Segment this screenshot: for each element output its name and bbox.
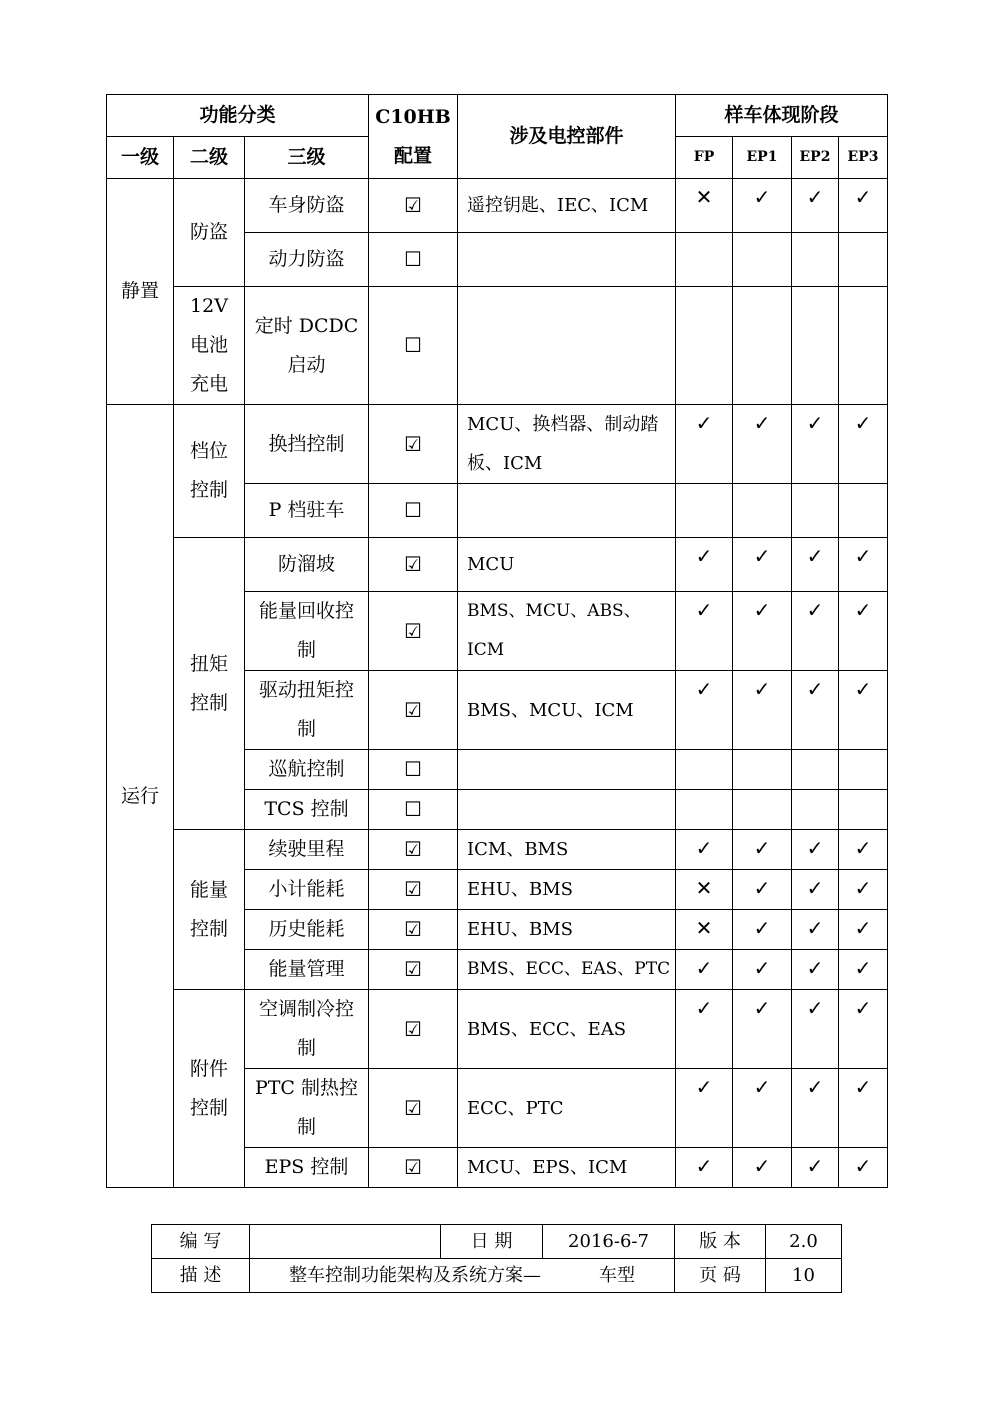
- level2-battery-line2: 电池: [189, 334, 228, 356]
- stage-ep2-mark: [792, 484, 839, 538]
- level3-line2: 制: [296, 639, 316, 661]
- stage-fp-mark: ✓: [676, 1069, 733, 1148]
- stage-ep3-mark: ✓: [839, 1148, 888, 1188]
- table-row: [107, 179, 888, 233]
- version-label: 版 本: [675, 1225, 766, 1259]
- config-checkbox: ☑: [369, 870, 458, 910]
- level3-line1: 能量回收控: [258, 600, 354, 622]
- stage-ep2-mark: [792, 750, 839, 790]
- config-checkbox: ☑: [369, 592, 458, 671]
- level3-cell: [245, 592, 369, 671]
- level2-accessory-control: [174, 990, 245, 1188]
- level3-cell: P 档驻车: [245, 484, 369, 538]
- level3-cell: [245, 990, 369, 1069]
- description-value: [250, 1259, 675, 1293]
- config-checkbox: ☑: [369, 950, 458, 990]
- components-cell: BMS、ECC、EAS: [458, 990, 676, 1069]
- stage-ep1-mark: ✓: [733, 179, 792, 233]
- level3-line2: 制: [296, 718, 316, 740]
- stage-ep2-mark: ✓: [792, 950, 839, 990]
- stage-ep1-mark: ✓: [733, 592, 792, 671]
- stages-header: 样车体现阶段: [676, 95, 888, 137]
- level3-line2: 制: [296, 1037, 316, 1059]
- function-category-header: 功能分类: [107, 95, 369, 137]
- table-row: [107, 830, 888, 870]
- stage-fp-mark: ✓: [676, 405, 733, 484]
- components-cell: EHU、BMS: [458, 910, 676, 950]
- stage-ep3-mark: ✓: [839, 405, 888, 484]
- components-cell: [458, 233, 676, 287]
- level2-battery-line1: 12V: [190, 295, 228, 317]
- components-cell: [458, 484, 676, 538]
- stage-ep1-mark: ✓: [733, 671, 792, 750]
- config-checkbox: ☑: [369, 405, 458, 484]
- level3-line1: PTC 制热控: [254, 1077, 359, 1099]
- page-value: 10: [766, 1259, 842, 1293]
- stage-ep2-mark: [792, 287, 839, 405]
- level2-antitheft: 防盗: [174, 179, 245, 287]
- level3-cell: 能量管理: [245, 950, 369, 990]
- level3-cell: 续驶里程: [245, 830, 369, 870]
- level2-torque-line2: 控制: [189, 691, 228, 714]
- stage-ep3-mark: ✓: [839, 830, 888, 870]
- config-checkbox: ☐: [369, 750, 458, 790]
- level1-static: 静置: [107, 179, 174, 405]
- level3-cell: [245, 287, 369, 405]
- level2-gear-line2: 控制: [189, 479, 228, 501]
- level3-cell: 车身防盗: [245, 179, 369, 233]
- stage-ep3-mark: [839, 484, 888, 538]
- author-value: [250, 1225, 441, 1259]
- stage-ep1-mark: ✓: [733, 405, 792, 484]
- stage-ep3-mark: [839, 233, 888, 287]
- config-checkbox: ☑: [369, 1069, 458, 1148]
- author-label: 编 写: [152, 1225, 250, 1259]
- stage-ep1-mark: ✓: [733, 1069, 792, 1148]
- level2-energy-line1: 能量: [189, 878, 228, 901]
- level2-torque-line1: 扭矩: [189, 652, 228, 675]
- level3-cell: 小计能耗: [245, 870, 369, 910]
- level2-gear-control: [174, 405, 245, 538]
- stage-fp-mark: [676, 750, 733, 790]
- stage-ep3-mark: [839, 790, 888, 830]
- components-cell: [458, 750, 676, 790]
- config-checkbox: ☑: [369, 179, 458, 233]
- stage-ep2-mark: ✓: [792, 538, 839, 592]
- components-cell: 遥控钥匙、IEC、ICM: [458, 179, 676, 233]
- components-cell: [458, 405, 676, 484]
- components-cell: BMS、MCU、ICM: [458, 671, 676, 750]
- date-label: 日 期: [441, 1225, 543, 1259]
- level3-line2: 启动: [287, 353, 326, 376]
- stage-fp-mark: ✓: [676, 990, 733, 1069]
- stage-ep1-mark: ✓: [733, 870, 792, 910]
- level3-line1: 驱动扭矩控: [258, 679, 354, 701]
- model-label: 车型: [599, 1265, 635, 1286]
- stage-ep1-header: EP1: [733, 137, 792, 179]
- level3-line1: 空调制冷控: [258, 998, 354, 1020]
- function-table: [106, 94, 888, 1188]
- components-cell: BMS、ECC、EAS、PTC: [458, 950, 676, 990]
- stage-fp-mark: ✓: [676, 830, 733, 870]
- stage-ep3-mark: [839, 287, 888, 405]
- stage-fp-header: FP: [676, 137, 733, 179]
- description-text: 整车控制功能架构及系统方案—: [289, 1265, 541, 1286]
- config-checkbox: ☐: [369, 790, 458, 830]
- stage-ep1-mark: ✓: [733, 950, 792, 990]
- stage-fp-mark: [676, 233, 733, 287]
- config-checkbox: ☐: [369, 484, 458, 538]
- config-checkbox: ☑: [369, 538, 458, 592]
- stage-ep3-mark: ✓: [839, 910, 888, 950]
- stage-ep2-mark: ✓: [792, 910, 839, 950]
- stage-ep2-mark: ✓: [792, 592, 839, 671]
- stage-ep2-mark: ✓: [792, 830, 839, 870]
- stage-ep2-mark: ✓: [792, 671, 839, 750]
- level2-header: 二级: [174, 137, 245, 179]
- config-checkbox: ☑: [369, 1148, 458, 1188]
- stage-fp-mark: [676, 790, 733, 830]
- stage-ep1-mark: [733, 287, 792, 405]
- level2-battery-line3: 充电: [189, 373, 228, 395]
- components-cell: MCU、EPS、ICM: [458, 1148, 676, 1188]
- stage-ep1-mark: [733, 790, 792, 830]
- components-cell: EHU、BMS: [458, 870, 676, 910]
- level2-energy-line2: 控制: [189, 917, 228, 940]
- stage-ep2-mark: [792, 233, 839, 287]
- components-line1: MCU、换档器、制动踏: [467, 414, 659, 435]
- components-cell: [458, 287, 676, 405]
- level3-cell: EPS 控制: [245, 1148, 369, 1188]
- level2-accessory-line1: 附件: [189, 1057, 228, 1080]
- level3-line2: 制: [296, 1116, 316, 1138]
- level2-gear-line1: 档位: [189, 440, 228, 462]
- stage-fp-mark: [676, 484, 733, 538]
- config-header: [369, 95, 458, 179]
- stage-ep3-mark: ✓: [839, 592, 888, 671]
- stage-ep3-header: EP3: [839, 137, 888, 179]
- stage-ep3-mark: ✓: [839, 538, 888, 592]
- date-value: 2016-6-7: [543, 1225, 675, 1259]
- level3-cell: TCS 控制: [245, 790, 369, 830]
- table-row: [107, 287, 888, 405]
- level3-cell: 防溜坡: [245, 538, 369, 592]
- stage-fp-mark: [676, 287, 733, 405]
- stage-ep1-mark: ✓: [733, 1148, 792, 1188]
- stage-fp-mark: ✕: [676, 179, 733, 233]
- config-checkbox: ☑: [369, 830, 458, 870]
- stage-ep2-mark: ✓: [792, 179, 839, 233]
- stage-fp-mark: ✓: [676, 538, 733, 592]
- components-cell: ECC、PTC: [458, 1069, 676, 1148]
- components-cell: MCU: [458, 538, 676, 592]
- config-checkbox: ☐: [369, 287, 458, 405]
- config-checkbox: ☑: [369, 671, 458, 750]
- level3-header: 三级: [245, 137, 369, 179]
- components-cell: BMS、MCU、ABS、ICM: [458, 592, 676, 671]
- stage-ep1-mark: ✓: [733, 910, 792, 950]
- level3-cell: 历史能耗: [245, 910, 369, 950]
- stage-ep3-mark: [839, 750, 888, 790]
- stage-ep3-mark: ✓: [839, 1069, 888, 1148]
- stage-fp-mark: ✓: [676, 592, 733, 671]
- level3-line1: 定时 DCDC: [254, 314, 359, 337]
- level3-cell: 换挡控制: [245, 405, 369, 484]
- stage-ep1-mark: [733, 484, 792, 538]
- stage-ep3-mark: ✓: [839, 950, 888, 990]
- page-label: 页 码: [675, 1259, 766, 1293]
- stage-ep3-mark: ✓: [839, 671, 888, 750]
- stage-ep1-mark: ✓: [733, 538, 792, 592]
- stage-fp-mark: ✓: [676, 671, 733, 750]
- level2-battery-charge: [174, 287, 245, 405]
- components-header: 涉及电控部件: [458, 95, 676, 179]
- components-cell: ICM、BMS: [458, 830, 676, 870]
- stage-ep1-mark: ✓: [733, 830, 792, 870]
- level3-cell: [245, 1069, 369, 1148]
- level1-header: 一级: [107, 137, 174, 179]
- level2-accessory-line2: 控制: [189, 1096, 228, 1119]
- components-cell: [458, 790, 676, 830]
- stage-ep2-mark: ✓: [792, 405, 839, 484]
- stage-ep2-header: EP2: [792, 137, 839, 179]
- stage-fp-mark: ✓: [676, 1148, 733, 1188]
- stage-ep2-mark: ✓: [792, 1148, 839, 1188]
- stage-ep3-mark: ✓: [839, 870, 888, 910]
- level3-cell: 巡航控制: [245, 750, 369, 790]
- stage-fp-mark: ✓: [676, 950, 733, 990]
- stage-ep1-mark: ✓: [733, 990, 792, 1069]
- stage-ep3-mark: ✓: [839, 179, 888, 233]
- stage-ep1-mark: [733, 233, 792, 287]
- stage-ep2-mark: [792, 790, 839, 830]
- stage-fp-mark: ✕: [676, 910, 733, 950]
- stage-ep2-mark: ✓: [792, 870, 839, 910]
- description-label: 描 述: [152, 1259, 250, 1293]
- level2-torque-control: [174, 538, 245, 830]
- config-checkbox: ☐: [369, 233, 458, 287]
- stage-ep3-mark: ✓: [839, 990, 888, 1069]
- components-line2: 板、ICM: [467, 453, 543, 474]
- table-row: [107, 990, 888, 1069]
- document-footer: [151, 1224, 842, 1293]
- stage-ep2-mark: ✓: [792, 990, 839, 1069]
- config-header-line2: 配置: [393, 144, 432, 167]
- table-row: [107, 405, 888, 484]
- stage-fp-mark: ✕: [676, 870, 733, 910]
- level3-cell: [245, 671, 369, 750]
- config-header-line1: C10HB: [375, 105, 451, 128]
- stage-ep1-mark: [733, 750, 792, 790]
- level1-run: 运行: [107, 405, 174, 1188]
- level3-cell: 动力防盗: [245, 233, 369, 287]
- version-value: 2.0: [766, 1225, 842, 1259]
- config-checkbox: ☑: [369, 910, 458, 950]
- table-row: [107, 538, 888, 592]
- stage-ep2-mark: ✓: [792, 1069, 839, 1148]
- config-checkbox: ☑: [369, 990, 458, 1069]
- level2-energy-control: [174, 830, 245, 990]
